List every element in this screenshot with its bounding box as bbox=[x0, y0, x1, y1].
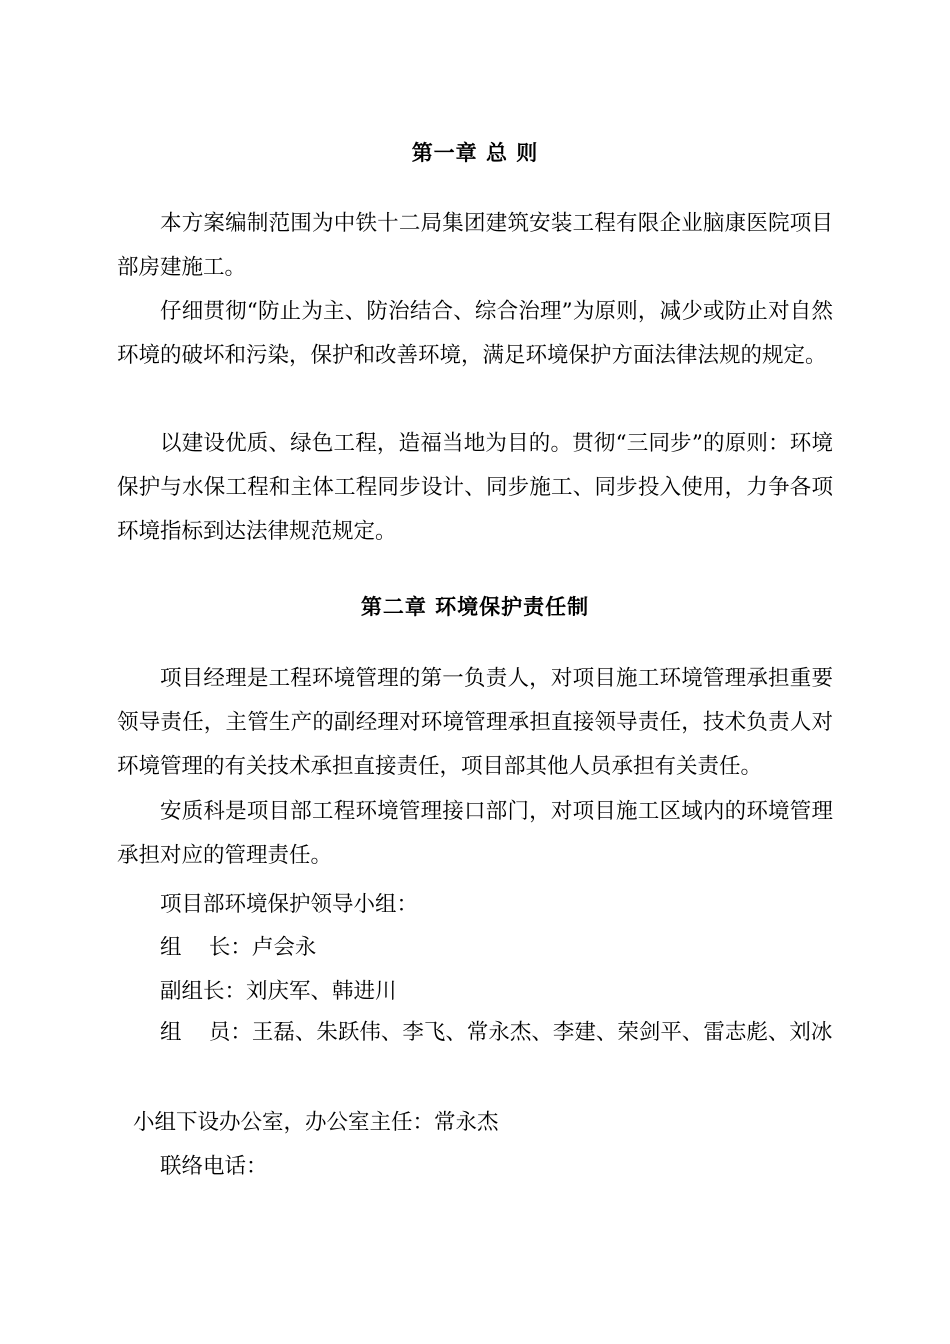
chapter-1-paragraph-2: 仔细贯彻“防止为主、防治结合、综合治理”为原则，减少或防止对自然环境的破坏和污染，保护和改善环境，满足环境保护方面法律法规的规定。 bbox=[117, 299, 833, 368]
chapter-1-paragraph-1: 本方案编制范围为中铁十二局集团建筑安装工程有限企业脑康医院项目部房建施工。 bbox=[117, 211, 833, 280]
chapter-1-heading: 第一章 总 则 bbox=[411, 140, 539, 165]
group-deputy: 副组长：刘庆军、韩进川 bbox=[160, 979, 397, 1004]
group-leader: 组 长：卢会永 bbox=[160, 935, 317, 960]
chapter-2-paragraph-2: 安质科是项目部工程环境管理接口部门，对项目施工区域内的环境管理承担对应的管理责任。 bbox=[117, 799, 833, 868]
phone-label: 联络电话： bbox=[160, 1154, 268, 1179]
group-members: 组 员：王磊、朱跃伟、李飞、常永杰、李建、荣剑平、雷志彪、刘冰 bbox=[160, 1020, 833, 1045]
chapter-2-paragraph-1: 项目经理是工程环境管理的第一负责人，对项目施工环境管理承担重要领导责任，主管生产的副经理对环境管理承担直接领导责任，技术负责人对环境管理的有关技术承担直接责任，项目部其他人员承担有关责任。 bbox=[117, 666, 833, 779]
office-note: 小组下设办公室，办公室主任：常永杰 bbox=[133, 1110, 499, 1135]
chapter-2-heading: 第二章 环境保护责任制 bbox=[360, 594, 590, 619]
chapter-1-paragraph-3: 以建设优质、绿色工程，造福当地为目的。贯彻“三同步”的原则：环境保护与水保工程和主体工程同步设计、同步施工、同步投入使用，力争各项环境指标到达法律规范规定。 bbox=[117, 431, 833, 544]
group-title: 项目部环境保护领导小组： bbox=[160, 892, 419, 917]
